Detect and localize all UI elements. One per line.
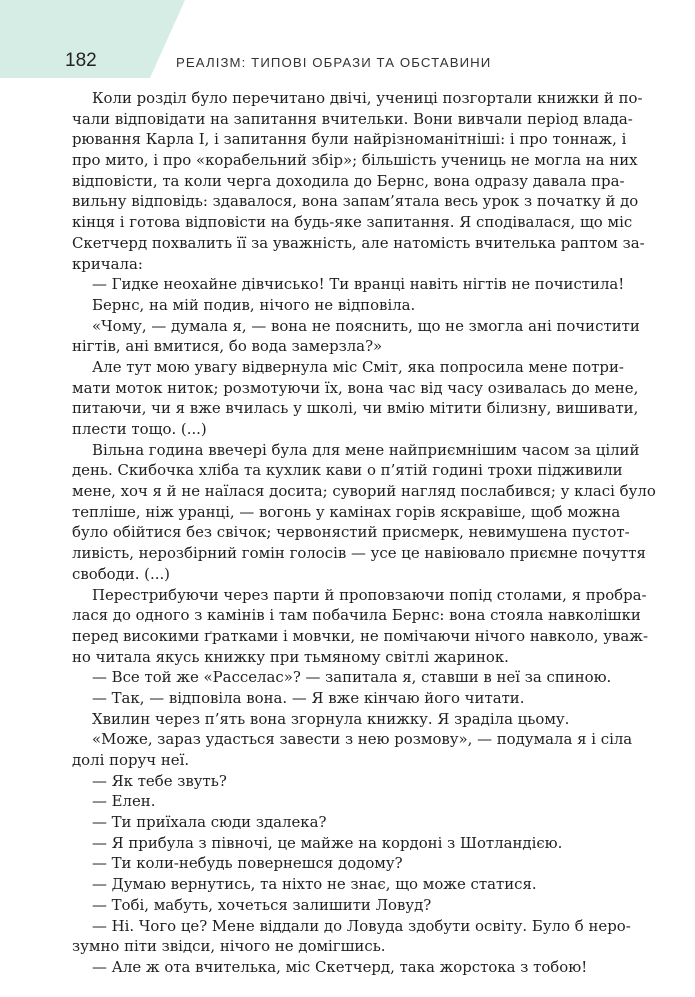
text-line: мене, хоч я й не наїлася досита; суворий нагляд послабився; у класі було [72, 482, 656, 501]
body-text [72, 88, 656, 978]
text-line: питаючи, чи я вже вчилась у школі, чи вмію мітити білизну, вишивати, [72, 399, 639, 418]
text-line: но читала якусь книжку при тьмяному світлі жаринок. [72, 647, 509, 666]
text-line: «Чому, — думала я, — вона не пояснить, що не змогла ані почистити [92, 316, 640, 335]
text-line: — Так, — відповіла вона. — Я вже кінчаю його читати. [92, 688, 525, 707]
text-line: — Ти приїхала сюди здалека? [92, 813, 327, 832]
text-line: Коли розділ було перечитано двічі, учениці позгортали книжки й по- [92, 89, 643, 107]
text-line: відповісти, та коли черга доходила до Бернс, вона одразу давала пра- [72, 171, 625, 190]
text-line: — Гидке неохайне дівчисько! Ти вранці навіть нігтів не почистила! [92, 275, 625, 294]
text-line: вильну відповідь: здавалося, вона запам’ятала весь урок з початку й до [72, 192, 639, 211]
text-line: перед високими ґратками і мовчки, не помічаючи нічого навколо, уваж- [72, 626, 648, 645]
running-title: РЕАЛІЗМ: ТИПОВІ ОБРАЗИ ТА ОБСТАВИНИ [176, 55, 492, 70]
text-line: Перестрибуючи через парти й проповзаючи попід столами, я пробра- [92, 585, 647, 604]
text-line: Хвилин через п’ять вона згорнула книжку. Я зраділа цьому. [92, 709, 570, 728]
text-line: кричала: [72, 254, 143, 273]
text-line: лася до одного з камінів і там побачила Бернс: вона стояла навколішки [72, 606, 641, 625]
text-line: Вільна година ввечері була для мене найприємнішим часом за цілий [92, 440, 640, 459]
text-line: свободи. (...) [72, 564, 170, 583]
text-line: плести тощо. (...) [72, 420, 207, 438]
text-line: — Я прибула з півночі, це майже на кордоні з Шотландією. [92, 833, 563, 852]
text-line: — Елен. [92, 792, 156, 811]
text-line: — Ні. Чого це? Мене віддали до Ловуда здобути освіту. Було б неро- [92, 916, 631, 935]
text-line: — Тобі, мабуть, хочеться залишити Ловуд? [92, 895, 432, 914]
text-line: Бернс, на мій подив, нічого не відповіла. [92, 295, 416, 314]
text-line: — Все той же «Расселас»? — запитала я, ставши в неї за спиною. [92, 668, 612, 687]
text-line: було обійтися без свічок; червонястий присмерк, невимушена пустот- [72, 523, 630, 542]
text-line: «Може, зараз удасться завести з нею розмову», — подумала я і сіла [92, 730, 633, 749]
text-line: — Як тебе звуть? [92, 771, 227, 790]
text-line: Але тут мою увагу відвернула міс Сміт, яка попросила мене потри- [92, 357, 624, 376]
text-line: мати моток ниток; розмотуючи їх, вона час від часу озивалась до мене, [72, 378, 639, 397]
text-line: тепліше, ніж уранці, — вогонь у камінах горів яскравіше, щоб можна [72, 502, 621, 521]
text-line: — Думаю вернутись, та ніхто не знає, що може статися. [92, 875, 537, 894]
text-line: кінця і готова відповісти на будь-яке запитання. Я сподівалася, що міс [72, 213, 633, 232]
text-line: рювання Карла І, і запитання були найрізноманітніші: і про тоннаж, і [72, 130, 627, 149]
text-line: — Ти коли-небудь повернешся додому? [92, 854, 403, 873]
page-header [0, 48, 695, 78]
text-line: день. Скибочка хліба та кухлик кави о п’ятій годині трохи підживили [72, 461, 623, 480]
text-line: зумно піти звідси, нічого не домігшись. [72, 937, 386, 956]
text-line: чали відповідати на запитання вчительки. Вони вивчали період влада- [72, 109, 633, 128]
page-number: 182 [65, 50, 97, 71]
text-line: долі поруч неї. [72, 751, 190, 769]
text-line: ливість, нерозбірний гомін голосів — усе це навіювало приємне почуття [72, 544, 646, 563]
text-line: нігтів, ані вмитися, бо вода замерзла?» [72, 337, 383, 356]
text-line: — Але ж ота вчителька, міс Скетчерд, така жорстока з тобою! [92, 957, 588, 976]
text-line: про мито, і про «корабельний збір»; більшість учениць не могла на них [72, 151, 638, 170]
text-line: Скетчерд похвалить її за уважність, але натомість вчителька раптом за- [72, 233, 645, 252]
